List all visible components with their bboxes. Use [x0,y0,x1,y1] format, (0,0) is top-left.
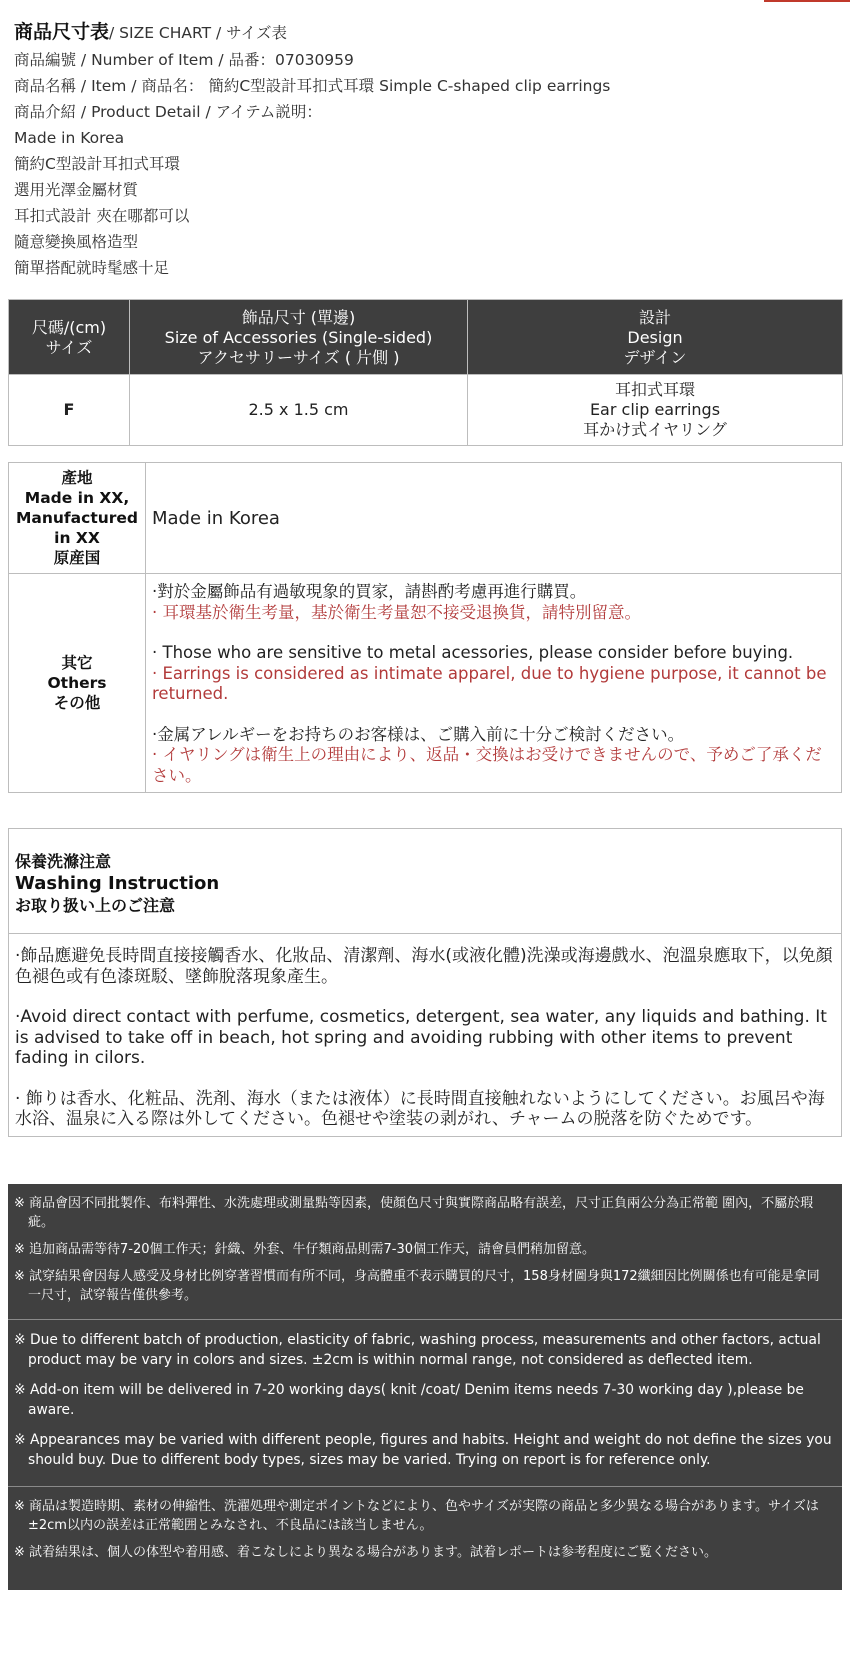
item-number: 商品編號 / Number of Item / 品番：07030959 [14,51,354,69]
origin-value: Made in Korea [146,463,842,574]
washing-text-ja: · 飾りは香水、化粧品、洗剤、海水（または液体）に長時間直接触れないようにしてください。お風呂や海水浴、温泉に入る際は外してください。色褪せや塗装の剥がれ、チャームの脱落を防ぐためです。 [15,1088,825,1129]
detail-label: 商品介紹 / Product Detail / アイテム説明： [14,103,322,121]
note-item: ※ Due to different batch of production, elasticity of fabric, washing process, measurements and other factors, actual product may be vary in colors and sizes. ±2cm is within normal range, not considered as deflected item. [14,1332,821,1368]
dimension-value: 2.5 x 1.5 cm [130,375,468,446]
washing-text-en: ·Avoid direct contact with perfume, cosmetics, detergent, sea water, any liquids and bathing. It is advised to take off in beach, hot spring and avoiding rubbing with other items to prevent fading in cilors. [15,1007,827,1068]
notes-zh [8,1184,842,1320]
title-rest: / SIZE CHART / サイズ表 [109,24,287,42]
detail-line: 選用光澤金屬材質 [14,181,139,199]
table-row [9,375,843,446]
others-en-1: · Those who are sensitive to metal acessories, please consider before buying. [152,643,794,662]
size-table-header [9,300,843,375]
others-content [146,574,842,793]
detail-line: 隨意變換風格造型 [14,233,139,251]
others-zh-2: · 耳環基於衛生考量，基於衛生考量恕不接受退換貨，請特別留意。 [152,602,641,622]
info-table [8,462,842,793]
detail-line: 簡約C型設計耳扣式耳環 [14,155,180,173]
notes-ja [8,1487,842,1576]
washing-title: 保養洗滌注意 Washing Instruction お取り扱い上のご注意 [9,829,841,934]
note-item: ※ 商品會因不同批製作、布料彈性、水洗處理或測量點等因素，使顏色尺寸與實際商品略有誤差，尺寸正負兩公分為正常範 圍內，不屬於瑕疵。 [14,1196,814,1230]
size-table [8,299,843,446]
header-size: 尺碼/(cm) サイズ [9,300,130,375]
note-item: ※ Appearances may be varied with different people, figures and habits. Height and weight do not define the sizes you should buy. Due to different body types, sizes may be varied. Trying on report is for reference only. [14,1432,832,1468]
detail-line: 簡單搭配就時髦感十足 [14,259,170,277]
notes-en [8,1320,842,1487]
note-item: ※ Add-on item will be delivered in 7-20 working days( knit /coat/ Denim items needs 7-30 working day ),please be aware. [14,1382,804,1418]
size-value: F [9,375,130,446]
note-item: ※ 追加商品需等待7-20個工作天；針織、外套、牛仔類商品則需7-30個工作天，請會員們稍加留意。 [14,1242,596,1257]
note-item: ※ 試穿結果會因每人感受及身材比例穿著習慣而有所不同，身高體重不表示購買的尺寸，158身材圖身與172纖細因比例關係也有可能是拿同一尺寸，試穿報告僅供參考。 [14,1269,820,1303]
others-ja-1: ·金属アレルギーをお持ちのお客様は、ご購入前に十分ご検討ください。 [152,724,685,744]
others-en-2: · Earrings is considered as intimate apparel, due to hygiene purpose, it cannot be returned. [152,663,827,703]
header-design: 設計 Design デザイン [468,300,843,375]
header [14,18,834,281]
others-label: 其它 Others その他 [9,574,146,793]
origin-row [9,463,842,574]
note-item: ※ 商品は製造時期、素材の伸縮性、洗濯処理や測定ポイントなどにより、色やサイズが実際の商品と多少異なる場合があります。サイズは±2cm以内の誤差は正常範囲とみなされ、不良品には該当しません。 [14,1499,819,1533]
page-title [14,18,834,47]
design-value: 耳扣式耳環 Ear clip earrings 耳かけ式イヤリング [468,375,843,446]
washing-section [8,828,842,1137]
item-name: 商品名稱 / Item / 商品名： 簡約C型設計耳扣式耳環 Simple C-shaped clip earrings [14,77,611,95]
others-row [9,574,842,793]
header-accessory-size: 飾品尺寸 (單邊) Size of Accessories (Single-sided) アクセサリーサイズ ( 片側 ) [130,300,468,375]
others-zh-1: ·對於金屬飾品有過敏現象的買家，請斟酌考慮再進行購買。 [152,582,587,601]
origin-label: 產地 Made in XX, Manufactured in XX 原産国 [9,463,146,574]
note-item: ※ 試着結果は、個人の体型や着用感、着こなしにより異なる場合があります。試着レポートは参考程度にご覧ください。 [14,1545,717,1560]
notes-panel [8,1184,842,1590]
washing-body [9,934,841,1136]
detail-line: 耳扣式設計 夾在哪都可以 [14,207,190,225]
others-ja-2: · イヤリングは衛生上の理由により、返品・交換はお受けできませんので、予めご了承ください。 [152,745,822,785]
washing-text-zh: ·飾品應避免長時間直接接觸香水、化妝品、清潔劑、海水(或液化體)洗澡或海邊戲水、泡溫泉應取下，以免顏色褪色或有色漆斑駁、墜飾脫落現象產生。 [15,946,833,987]
title-main: 商品尺寸表 [14,21,110,43]
top-accent-bar [764,0,850,2]
detail-line: Made in Korea [14,129,125,147]
